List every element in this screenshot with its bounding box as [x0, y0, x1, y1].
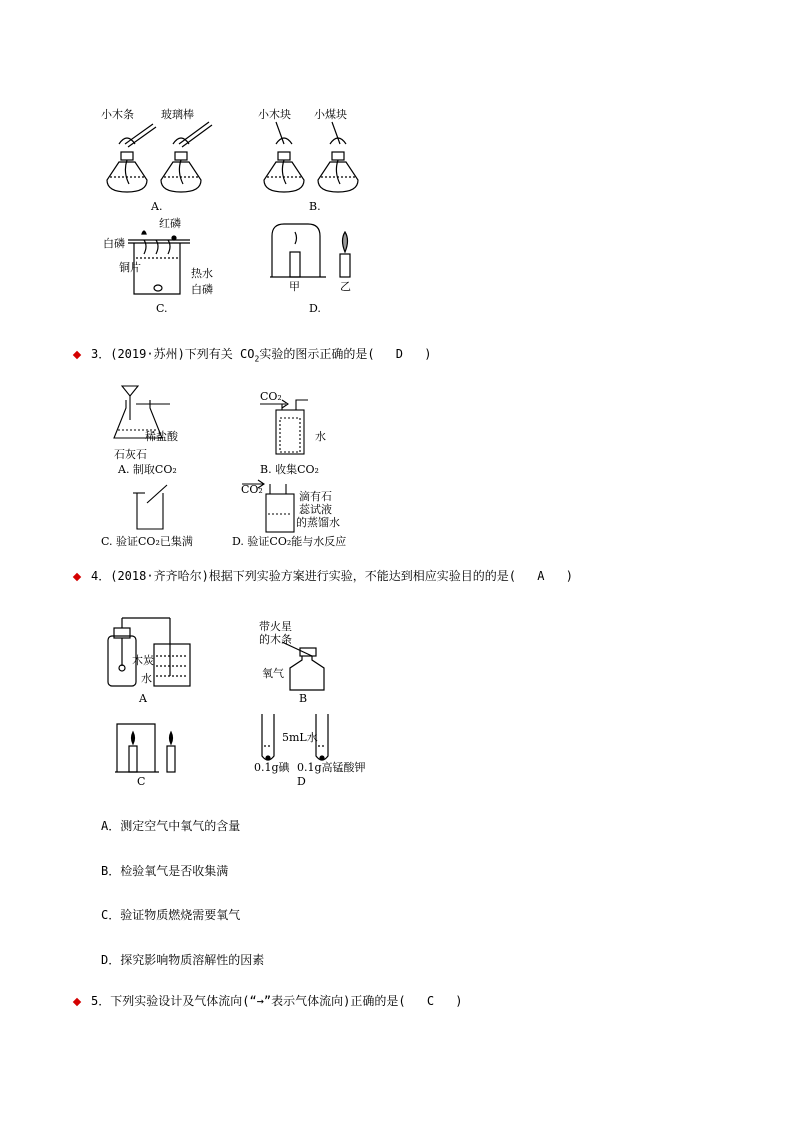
fig-label: CO₂ — [241, 483, 263, 496]
option-a: A．测定空气中氧气的含量 — [101, 819, 241, 833]
question-text: 实验的图示正确的是( — [259, 347, 375, 361]
answer: D — [395, 347, 404, 361]
bullet-icon — [73, 998, 81, 1006]
fig-label: 水 — [141, 672, 152, 685]
fig-label: 滴有石 — [299, 490, 332, 503]
bullet-icon — [73, 573, 81, 581]
fig-caption: B. 收集CO₂ — [260, 463, 319, 476]
option-b: B．检验氧气是否收集满 — [101, 864, 229, 878]
fig-caption: A. 制取CO₂ — [118, 463, 177, 476]
candle-beaker-figure — [115, 720, 185, 774]
fig-caption: A — [139, 692, 147, 705]
fig-label: 小木条 — [101, 108, 134, 121]
fig-label: 乙 — [340, 280, 351, 293]
fig-label: 的蒸馏水 — [296, 516, 340, 529]
oxygen-bottle-figure — [282, 640, 332, 692]
oxygen-content-figure — [104, 616, 200, 688]
fig-label: 小煤块 — [314, 108, 347, 121]
fig-label: 0.1g碘 — [254, 761, 290, 774]
fig-caption: D — [297, 775, 306, 788]
question-close: ) — [424, 347, 432, 361]
fig-label: 的木条 — [259, 633, 292, 646]
fig-caption: C — [137, 775, 146, 788]
question-text: 下列实验设计及气体流向(“→”表示气体流向)正确的是( — [110, 994, 406, 1008]
question-stem — [91, 995, 463, 1007]
fig-label: 红磷 — [159, 217, 181, 230]
fig-label: 0.1g高锰酸钾 — [297, 761, 366, 774]
fig-label: 白磷 — [191, 283, 213, 296]
fig-label: 氧气 — [262, 667, 284, 680]
fig-caption: A. — [151, 200, 163, 213]
fig-label: 水 — [315, 430, 326, 443]
fig-caption: B — [299, 692, 308, 705]
subscript: 2 — [254, 354, 260, 364]
question-stem — [91, 570, 573, 582]
question-close: ) — [455, 994, 463, 1008]
fig-caption: C. 验证CO₂已集满 — [101, 535, 193, 548]
co2-bottle-water-figure — [260, 398, 320, 458]
fig-label: 木炭 — [132, 654, 154, 667]
fig-label: 石灰石 — [114, 448, 147, 461]
fig-label: 甲 — [289, 280, 300, 293]
question-close: ) — [565, 569, 573, 583]
fig-caption: D. 验证CO₂能与水反应 — [232, 535, 347, 548]
question-number: 3． — [91, 347, 111, 361]
phosphorus-beaker-figure — [128, 228, 198, 298]
alcohol-lamps-a-figure — [105, 122, 215, 202]
fig-label: CO₂ — [260, 390, 282, 403]
fig-caption: D. — [309, 302, 321, 315]
fig-label: 蕊试液 — [299, 503, 332, 516]
fig-label: 白磷 — [103, 237, 125, 250]
fig-label: 玻璃棒 — [161, 108, 194, 121]
co2-litmus-figure — [240, 480, 302, 536]
fig-label: 5mL水 — [282, 731, 318, 744]
fig-caption: B. — [309, 200, 321, 213]
option-d: D．探究影响物质溶解性的因素 — [101, 953, 265, 967]
option-c: C．验证物质燃烧需要氧气 — [101, 908, 241, 922]
candle-jar-figure — [270, 222, 360, 282]
question-text: (2018·齐齐哈尔)根据下列实验方案进行实验，不能达到相应实验目的的是( — [110, 569, 517, 583]
fig-caption: C. — [156, 302, 168, 315]
fig-label: 带火星 — [259, 620, 292, 633]
co2-full-check-figure — [133, 483, 173, 533]
question-text: (2019·苏州)下列有关 CO — [110, 347, 255, 361]
bullet-icon — [73, 351, 81, 359]
fig-label: 铜片 — [119, 261, 141, 274]
question-stem — [91, 348, 431, 363]
question-number: 5． — [91, 994, 111, 1008]
alcohol-lamps-b-figure — [262, 122, 372, 202]
answer: C — [426, 994, 435, 1008]
answer: A — [537, 569, 545, 583]
fig-label: 热水 — [191, 267, 213, 280]
question-number: 4． — [91, 569, 111, 583]
fig-label: 小木块 — [258, 108, 291, 121]
fig-label: 稀盐酸 — [145, 430, 178, 443]
